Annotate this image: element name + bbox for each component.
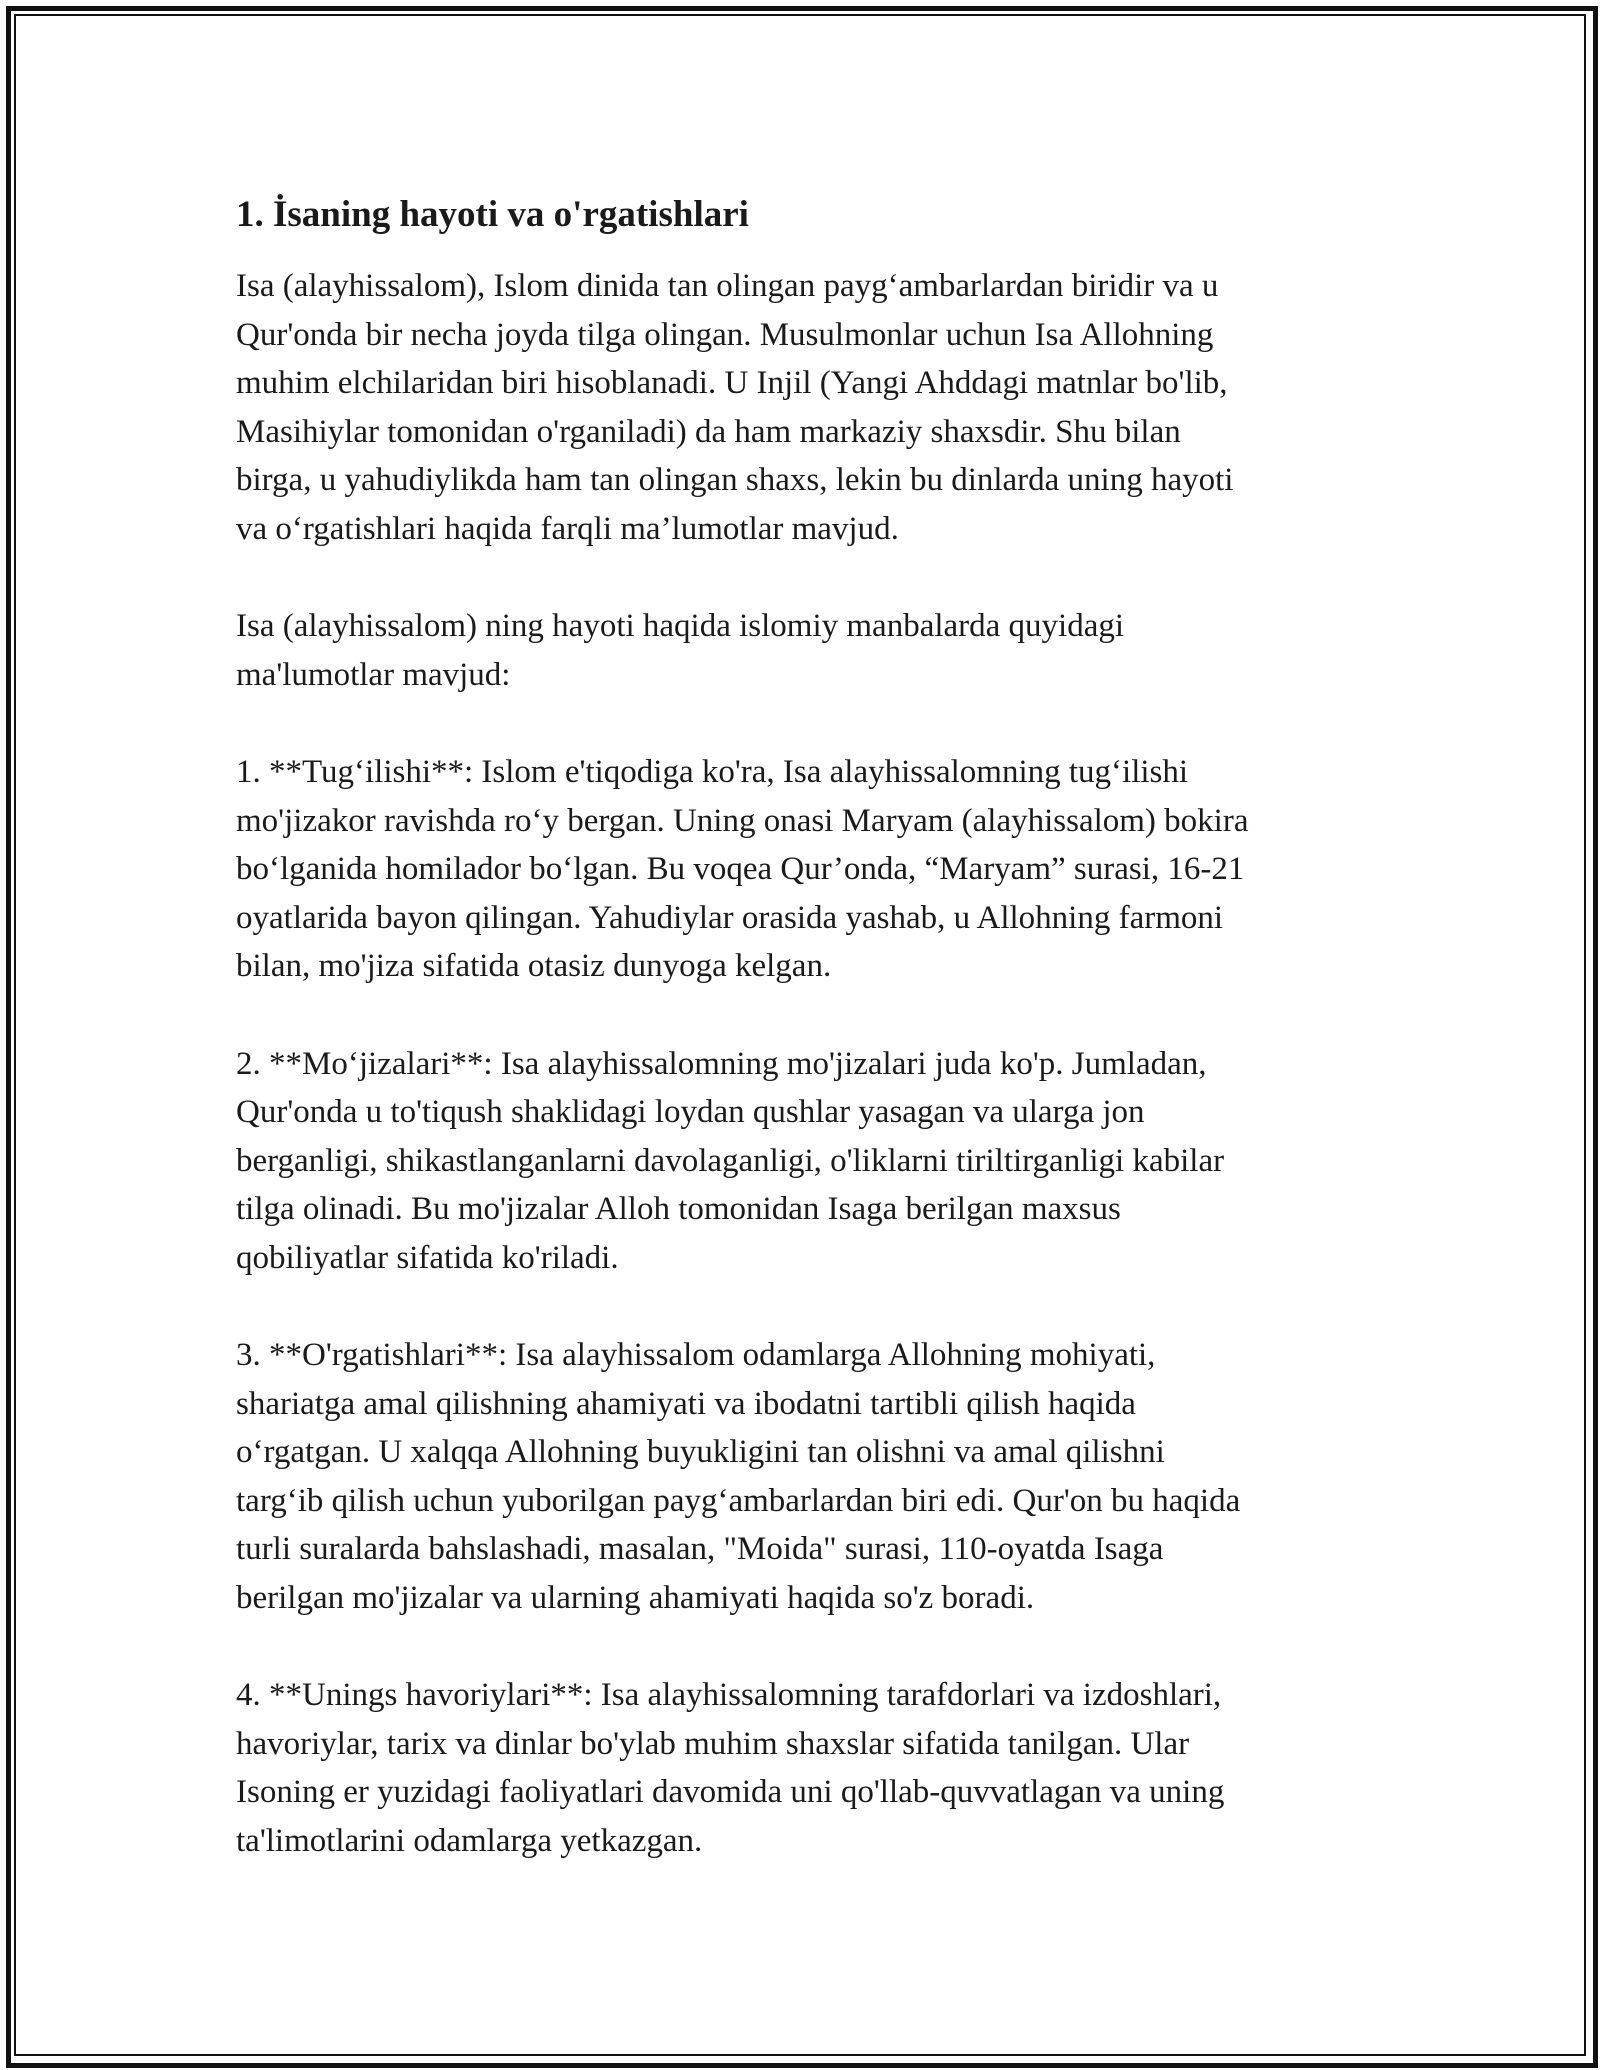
text-line: bo‘lganida homilador bo‘lgan. Bu voqea Qur’onda, “Maryam” surasi, 16-21: [236, 851, 1245, 888]
text-line: 1. **Tug‘ilishi**: Islom e'tiqodiga ko'ra, Isa alayhissalomning tug‘ilishi: [236, 753, 1189, 790]
document-body: [236, 190, 1376, 1914]
paragraph-item-2: [236, 1040, 1376, 1283]
text-line: ta'limotlarini odamlarga yetkazgan.: [236, 1823, 703, 1859]
text-line: berilgan mo'jizalar va ularning ahamiyati haqida so'z boradi.: [236, 1580, 1035, 1617]
text-line: Masihiylar tomonidan o'rganiladi) da ham markaziy shaxsdir. Shu bilan: [236, 413, 1181, 450]
text-line: mo'jizakor ravishda ro‘y bergan. Uning onasi Maryam (alayhissalom) bokira: [236, 802, 1249, 839]
text-line: bilan, mo'jiza sifatida otasiz dunyoga kelgan.: [236, 948, 832, 985]
text-line: muhim elchilaridan biri hisoblanadi. U Injil (Yangi Ahddagi matnlar bo'lib,: [236, 365, 1228, 402]
text-line: va o‘rgatishlari haqida farqli ma’lumotlar mavjud.: [236, 510, 899, 547]
text-line: targ‘ib qilish uchun yuborilgan payg‘ambarlardan biri edi. Qur'on bu haqida: [236, 1482, 1241, 1519]
paragraph-item-4: [236, 1671, 1376, 1865]
text-line: 4. **Unings havoriylari**: Isa alayhissalomning tarafdorlari va izdoshlari,: [236, 1677, 1222, 1714]
text-line: oyatlarida bayon qilingan. Yahudiylar orasida yashab, u Allohning farmoni: [236, 899, 1224, 936]
text-line: Isa (alayhissalom) ning hayoti haqida islomiy manbalarda quyidagi: [236, 608, 1125, 645]
paragraph-item-1: [236, 748, 1376, 991]
text-line: havoriylar, tarix va dinlar bo'ylab muhim shaxslar sifatida tanilgan. Ular: [236, 1725, 1190, 1762]
text-line: turli suralarda bahslashadi, masalan, "Moida" surasi, 110-oyatda Isaga: [236, 1531, 1164, 1568]
text-line: o‘rgatgan. U xalqqa Allohning buyukligini tan olishni va amal qilishni: [236, 1434, 1165, 1471]
paragraph-item-3: [236, 1331, 1376, 1623]
text-line: qobiliyatlar sifatida ko'riladi.: [236, 1239, 619, 1276]
text-line: 3. **O'rgatishlari**: Isa alayhissalom odamlarga Allohning mohiyati,: [236, 1337, 1156, 1374]
document-title: 1. İsaning hayoti va o'rgatishlari: [236, 194, 749, 235]
text-line: berganligi, shikastlanganlarni davolaganligi, o'liklarni tiriltirganligi kabilar: [236, 1142, 1225, 1179]
paragraph-lead-in: [236, 602, 1376, 699]
text-line: birga, u yahudiylikda ham tan olingan shaxs, lekin bu dinlarda uning hayoti: [236, 462, 1234, 499]
paragraph-intro: [236, 262, 1376, 554]
text-line: Isoning er yuzidagi faoliyatlari davomida uni qo'llab-quvvatlagan va uning: [236, 1774, 1225, 1811]
text-line: Qur'onda u to'tiqush shaklidagi loydan qushlar yasagan va ularga jon: [236, 1094, 1145, 1131]
text-line: ma'lumotlar mavjud:: [236, 656, 511, 693]
text-line: tilga olinadi. Bu mo'jizalar Alloh tomonidan Isaga berilgan maxsus: [236, 1191, 1121, 1228]
text-line: shariatga amal qilishning ahamiyati va ibodatni tartibli qilish haqida: [236, 1385, 1136, 1422]
text-line: 2. **Mo‘jizalari**: Isa alayhissalomning mo'jizalari juda ko'p. Jumladan,: [236, 1045, 1207, 1082]
text-line: Qur'onda bir necha joyda tilga olingan. Musulmonlar uchun Isa Allohning: [236, 316, 1214, 353]
text-line: Isa (alayhissalom), Islom dinida tan olingan payg‘ambarlardan biridir va u: [236, 268, 1219, 304]
